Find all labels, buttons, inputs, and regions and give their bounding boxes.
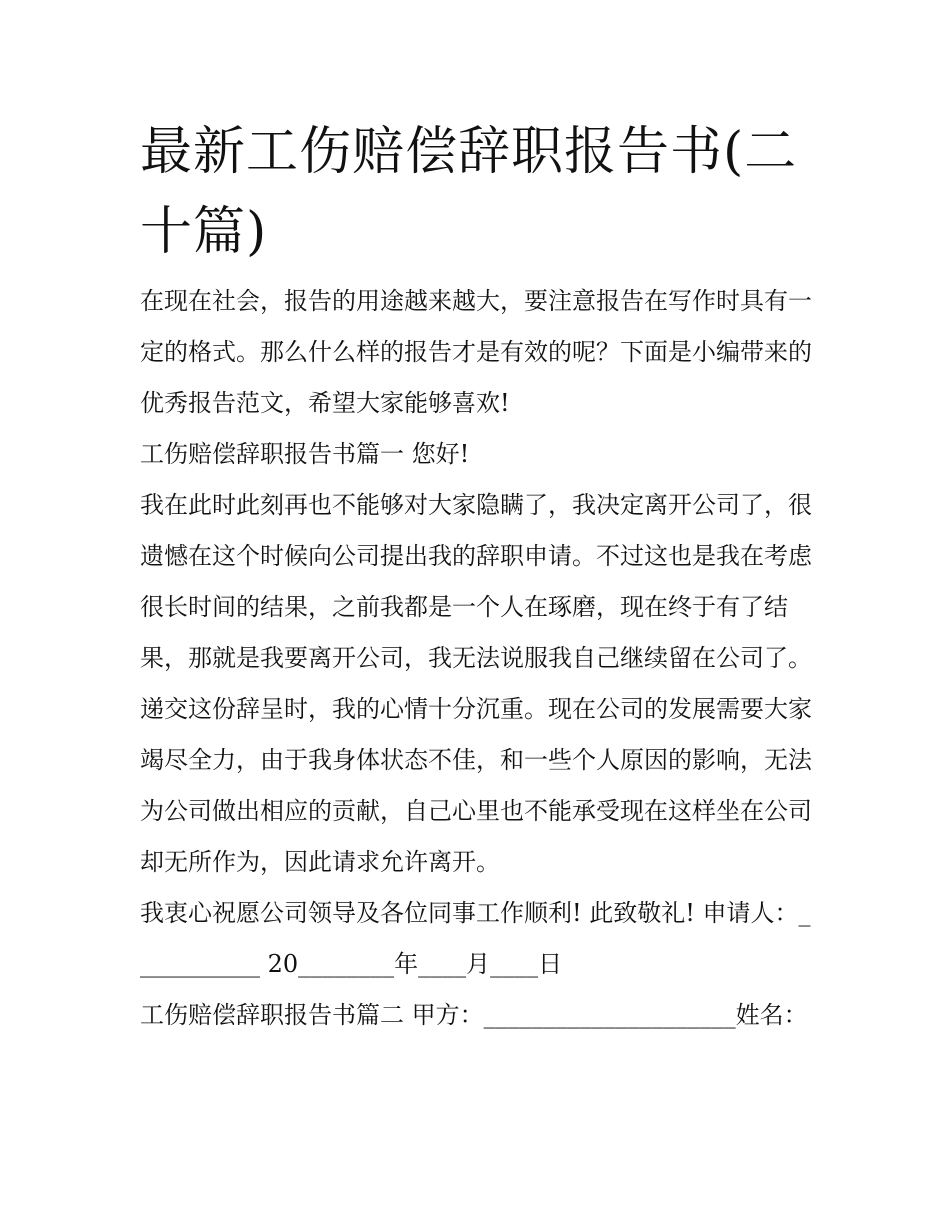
section-two-heading: 工伤赔偿辞职报告书篇二 甲方：_____________________姓名： <box>140 1001 808 1029</box>
body-paragraph-1: 我在此时此刻再也不能够对大家隐瞒了，我决定离开公司了，很遗憾在这个时候向公司提出我的辞职申请。不过这也是我在考虑很长时间的结果，之前我都是一个人在琢磨，现在终于有了结果，那就是我要离开公司，我无法说服我自己继续留在公司了。 <box>140 491 812 672</box>
document-body <box>140 276 820 1041</box>
body-paragraph-2: 递交这份辞呈时，我的心情十分沉重。现在公司的发展需要大家竭尽全力，由于我身体状态不佳，和一些个人原因的影响，无法为公司做出相应的贡献，自己心里也不能承受现在这样坐在公司却无所作为，因此请求允许离开。 <box>140 695 812 876</box>
closing-signature-line: 我衷心祝愿公司领导及各位同事工作顺利! 此致敬礼! 申请人：___________ 20________年____月____日 <box>140 899 811 978</box>
intro-paragraph: 在现在社会，报告的用途越来越大，要注意报告在写作时具有一定的格式。那么什么样的报告才是有效的呢？下面是小编带来的优秀报告范文，希望大家能够喜欢! <box>140 287 812 417</box>
document-title: 最新工伤赔偿辞职报告书(二十篇) <box>140 122 798 262</box>
section-one-heading: 工伤赔偿辞职报告书篇一 您好! <box>140 440 470 468</box>
